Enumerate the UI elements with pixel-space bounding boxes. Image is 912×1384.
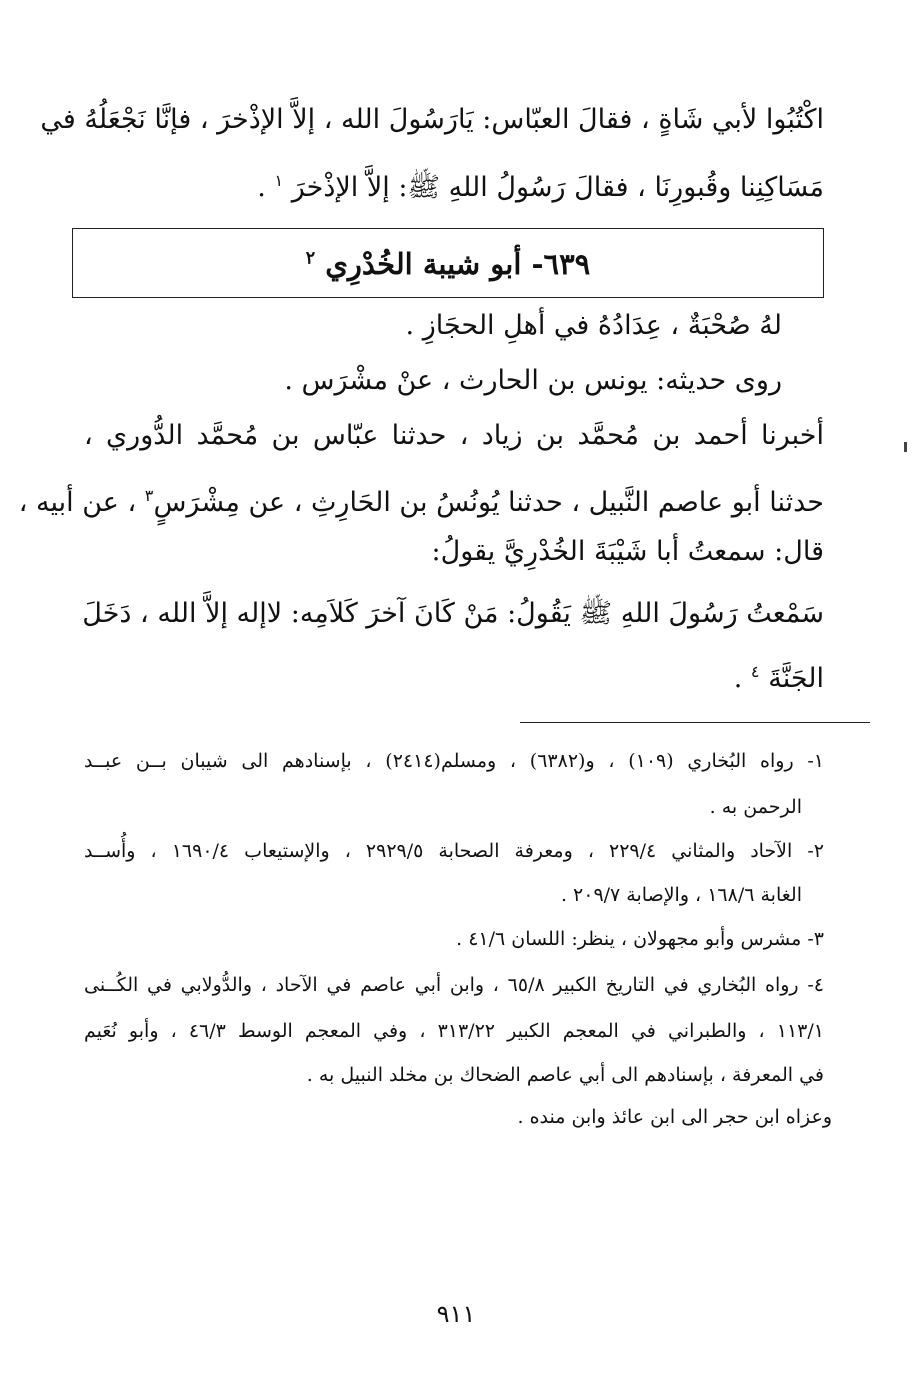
page-number: ٩١١ bbox=[436, 1300, 476, 1328]
body-text: ، عن أبيه ، bbox=[18, 487, 137, 518]
footnote-1-line-2 bbox=[710, 796, 802, 818]
footnote-3 bbox=[456, 928, 824, 950]
footnote-2-line-1 bbox=[84, 840, 824, 862]
body-text: قال: سمعتُ أبا شَيْبَةَ الخُدْرِيَّ يقولُ: bbox=[431, 536, 824, 567]
footnote-4-line-1 bbox=[84, 974, 824, 996]
body-text: روى حديثه: يونس بن الحارث ، عنْ مشْرَس . bbox=[284, 365, 782, 396]
footnote-text: وعزاه ابن حجر الى ابن عائذ وابن منده . bbox=[517, 1106, 832, 1128]
body-line-7 bbox=[431, 536, 824, 567]
footnote-text: ٤- رواه البُخاري في التاريخ الكبير ٦٥/٨ ، وابن أبي عاصم في الآحاد ، والدُّولابي في الكُــنى bbox=[84, 974, 824, 996]
footnote-1-line-1 bbox=[84, 750, 824, 772]
footnote-text: ٣- مشرس وأبو مجهولان ، ينظر: اللسان ٤١/٦ . bbox=[456, 928, 824, 950]
body-text: الجَنَّةَ bbox=[768, 663, 824, 694]
footnote-ref[interactable]: ٤ bbox=[750, 662, 760, 681]
body-line-2 bbox=[257, 170, 824, 210]
footnote-text: ٢- الآحاد والمثاني ٢٢٩/٤ ، ومعرفة الصحابة ٢٩٢٩/٥ ، والإستيعاب ١٦٩٠/٤ ، وأُســد bbox=[84, 840, 824, 862]
body-line-4 bbox=[284, 365, 782, 396]
footnote-ref[interactable]: ٢ bbox=[305, 248, 316, 269]
body-text: . bbox=[257, 172, 266, 203]
heading-text: ٦٣٩- أبو شيبة الخُدْرِي bbox=[325, 247, 591, 281]
body-line-8 bbox=[84, 596, 824, 636]
entry-heading bbox=[73, 247, 823, 281]
body-text: أخبرنا أحمد بن مُحمَّد بن زياد ، حدثنا عبّاس بن مُحمَّد الدُّوري ، bbox=[84, 420, 824, 451]
footnote-text: ١١٣/١ ، والطبراني في المعجم الكبير ٣١٣/٢٢ ، وفي المعجم الوسط ٤٦/٣ ، وأبو نُعَيم bbox=[84, 1020, 824, 1042]
body-line-5 bbox=[84, 420, 824, 451]
body-text: اكْتُبُوا لأبي شَاةٍ ، فقالَ العبّاس: يَارَسُولَ الله ، إلاَّ الإذْخرَ ، فإنَّا نَجْعَلُهُ في bbox=[40, 104, 824, 135]
footnote-text: في المعرفة ، بإسنادهم الى أبي عاصم الضحاك بن مخلد النبيل به . bbox=[306, 1064, 824, 1086]
body-text: مَسَاكِنِنا وقُبورِنَا ، فقالَ رَسُولُ اللهِ ﷺ: إلاَّ الإذْخرَ bbox=[291, 172, 824, 203]
body-line-3 bbox=[406, 310, 782, 341]
footnote-ref[interactable]: ١ bbox=[274, 171, 284, 190]
body-text: حدثنا أبو عاصم النَّبيل ، حدثنا يُونُسُ بن الحَارِثِ ، عن مِشْرَسٍ bbox=[153, 487, 824, 518]
footnote-text: ١- رواه البُخاري (١٠٩) ، و(٦٣٨٢) ، ومسلم(٢٤١٤) ، بإسنادهم الى شيبان بــن عبــد bbox=[84, 750, 825, 772]
body-text: لهُ صُحْبَةٌ ، عِدَادُهُ في أهلِ الحجَازِ . bbox=[405, 310, 782, 341]
scan-mark bbox=[904, 442, 907, 452]
footnote-text: الغابة ١٦٨/٦ ، والإصابة ٢٠٩/٧ . bbox=[560, 884, 802, 906]
footnote-4-line-3 bbox=[307, 1064, 824, 1086]
footnote-4-line-4 bbox=[518, 1106, 832, 1128]
body-line-9 bbox=[734, 662, 824, 694]
footnote-ref[interactable]: ٣ bbox=[144, 486, 154, 505]
footnote-separator bbox=[520, 722, 870, 723]
entry-heading-box bbox=[72, 228, 824, 298]
body-line-1 bbox=[40, 104, 824, 135]
footnote-4-line-2 bbox=[84, 1020, 824, 1042]
body-text: . bbox=[733, 663, 743, 694]
footnote-text: الرحمن به . bbox=[709, 796, 802, 818]
footnote-2-line-2 bbox=[561, 884, 802, 906]
body-line-6 bbox=[19, 486, 824, 518]
body-text: سَمْعتُ رَسُولَ اللهِ ﷺ يَقُولُ: مَنْ كَانَ آخرَ كَلاَمِه: لاإله إلاَّ الله ، دَخَلَ bbox=[82, 598, 824, 629]
